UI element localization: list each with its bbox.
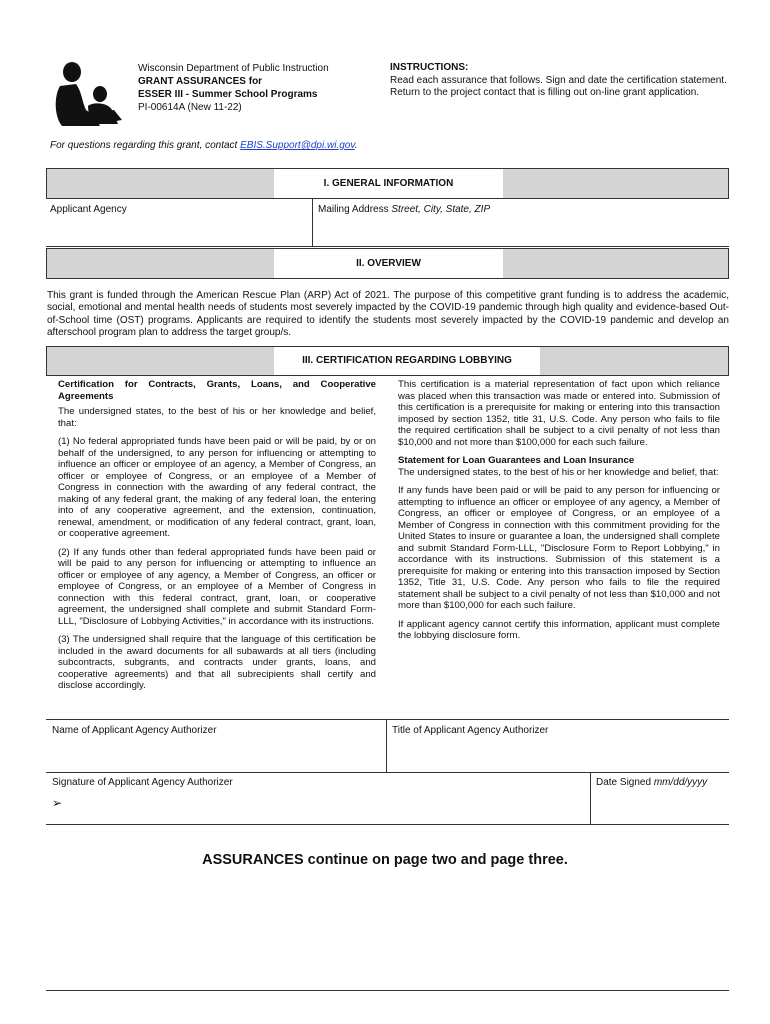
mailing-address-hint: Street, City, State, ZIP [391, 204, 491, 215]
form-title-line1: GRANT ASSURANCES for [138, 76, 263, 87]
department-name: Wisconsin Department of Public Instruction [138, 63, 329, 74]
authorizer-name-label: Name of Applicant Agency Authorizer [52, 725, 217, 736]
contracts-paragraph-3: (3) The undersigned shall require that the language of this certification be included in the award documents for all subawards at all tiers (including subcontracts, subgrants, and contracts under grants, loans, and cooperative agreements) and that all subrecipients shall certify and disclose accordingly. [58, 634, 376, 691]
footer-rule [46, 990, 729, 991]
instructions-title: INSTRUCTIONS: [390, 62, 469, 73]
contact-prefix: For questions regarding this grant, contact [50, 140, 241, 151]
signature-field[interactable] [70, 792, 582, 820]
support-email-link[interactable]: EBIS.Support@dpi.wi.gov [240, 140, 355, 151]
signature-label: Signature of Applicant Agency Authorizer [52, 777, 233, 788]
section-general-information-header [46, 168, 729, 199]
mailing-address-field[interactable] [316, 218, 726, 244]
loan-guarantees-paragraph: If any funds have been paid or will be paid to any person for influencing or attempting to influence an officer or employee of any agency, a Member of Congress, an officer or employee of Congress, or an employee of a Member of Congress in connection with this commitment providing for the United States to insure or guarantee a loan, the undersigned shall complete and submit Standard Form-LLL, "Disclosure Form to Report Lobbying," in accordance with its instructions. Submission of this statement is a prerequisite for making or entering into this transaction imposed by Section 1352, Title 31, U.S. Code. Any person who fails to file the required statement shall be subject to a civil penalty of not less than $10,000 and not more than $100,000 for each such failure. [398, 485, 720, 611]
section-overview-header [46, 248, 729, 279]
form-title-line2: ESSER III - Summer School Programs [138, 89, 318, 100]
date-signed-label: Date Signed mm/dd/yyyy [596, 777, 708, 788]
dpi-logo-icon [52, 60, 132, 132]
form-number: PI-00614A (New 11-22) [138, 102, 242, 113]
authorizer-name-field[interactable] [48, 738, 382, 770]
date-format-hint: mm/dd/yyyy [653, 777, 708, 788]
section-title: III. CERTIFICATION REGARDING LOBBYING [274, 347, 540, 375]
disclosure-requirement: If applicant agency cannot certify this information, applicant must complete the lobbying disclosure form. [398, 618, 720, 641]
contact-line [50, 140, 357, 151]
contracts-paragraph-2: (2) If any funds other than federal appropriated funds have been paid or will be paid to any person for influencing or attempting to influence an officer or employee of any agency, a Member of Congress, an officer or employee of Congress, or an employee of a Member of Congress in connection with this federal contract, grant, loan, or cooperative agreement, the undersigned shall complete and submit Standard Form-LLL, "Disclosure of Lobbying Activities," in accordance with its instructions. [58, 546, 376, 627]
certification-materiality: This certification is a material representation of fact upon which reliance was placed when this transaction was made or entered into. Submission of this certification is a prerequisite for making or entering into this transaction imposed by section 1352, title 31, U.S. Code. Any person who fails to file the required certification shall be subject to a civil penalty of not less than $10,000 and not more than $100,000 for each such failure. [398, 379, 720, 448]
applicant-agency-label: Applicant Agency [50, 204, 127, 215]
applicant-agency-field[interactable] [48, 218, 308, 244]
date-signed-field[interactable] [594, 792, 726, 820]
loan-guarantees-intro: The undersigned states, to the best of his or her knowledge and belief, that: [398, 466, 719, 478]
instructions-block [390, 62, 740, 100]
authorizer-title-field[interactable] [390, 738, 726, 770]
lobbying-left-column [58, 379, 376, 699]
section-title: I. GENERAL INFORMATION [274, 169, 503, 198]
form-header [138, 62, 368, 114]
contact-suffix: . [354, 140, 358, 151]
contracts-paragraph-1: (1) No federal appropriated funds have been paid or will be paid, by or on behalf of the undersigned, to any person for influencing or attempting to influence an officer or employee of an agency, a Member of Congress, an officer or employee of Congress, or an employee of a Member of Congress in connection with the awarding of any federal contract, the making of any federal grant, the making of any federal loan, the entering into of any cooperative agreement, and the extension, continuation, renewal, amendment, or modification of any federal contract, grant, loan, or cooperative agreement. [58, 436, 376, 539]
section-title: II. OVERVIEW [274, 249, 503, 278]
loan-guarantees-heading: Statement for Loan Guarantees and Loan Insurance [398, 455, 635, 466]
section-lobbying-header [46, 346, 729, 376]
continue-notice: ASSURANCES continue on page two and page three. [202, 852, 568, 868]
signature-arrow-icon: ➢ [52, 796, 63, 810]
contracts-intro: The undersigned states, to the best of his or her knowledge and belief, that: [58, 406, 376, 429]
mailing-address-label: Mailing Address Street, City, State, ZIP [318, 204, 491, 215]
instructions-line2: Return to the project contact that is filling out on-line grant application. [390, 87, 700, 98]
overview-text: This grant is funded through the American Rescue Plan (ARP) Act of 2021. The purpose of this competitive grant funding is to address the academic, social, emotional and mental health needs of students most severely impacted by the COVID-19 pandemic through high quality and evidence-based Out-of-School time (OST) programs. Applicants are required to identify the students most severely impacted by the COVID-19 pandemic and develop an afterschool program plan to address the target group/s. [47, 290, 729, 339]
contracts-heading: Certification for Contracts, Grants, Loans, and Cooperative Agreements [58, 379, 376, 402]
instructions-line1: Read each assurance that follows. Sign and date the certification statement. [390, 74, 727, 86]
lobbying-right-column [398, 379, 720, 649]
authorizer-title-label: Title of Applicant Agency Authorizer [392, 725, 549, 736]
